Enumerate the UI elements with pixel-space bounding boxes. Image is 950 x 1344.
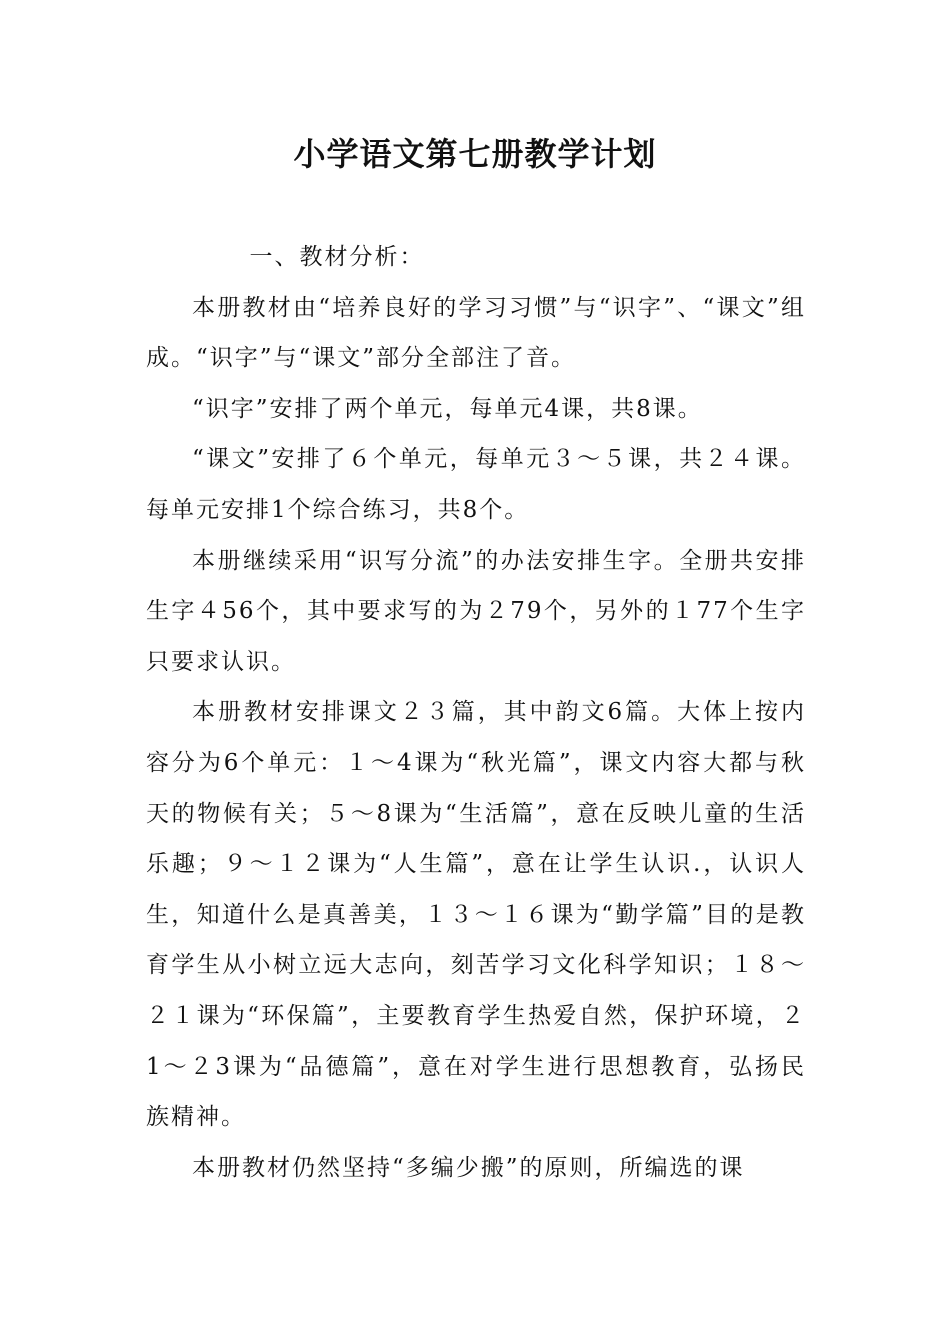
document-title: 小学语文第七册教学计划: [293, 135, 657, 173]
paragraph: “课文”安排了６个单元，每单元３～５课，共２４课。每单元安排1个综合练习，共8个。: [146, 446, 806, 523]
paragraph: 本册教材仍然坚持“多编少搬”的原则，所编选的课: [192, 1154, 745, 1181]
document-body: [146, 232, 806, 1193]
paragraph: 本册教材由“培养良好的学习习惯”与“识字”、“课文”组成。“识字”与“课文”部分全部注了音。: [146, 294, 806, 372]
paragraph: 本册教材安排课文２３篇，其中韵文6篇。大体上按内容分为6个单元：１～4课为“秋光篇”，课文内容大都与秋天的物候有关；５～8课为“生活篇”，意在反映儿童的生活乐趣；９～１２课为“人生篇”，意在让学生认识.，认识人生，知道什么是真善美，１３～１６课为“勤学篇”目的是教育学生从小树立远大志向，刻苦学习文化科学知识；１８～２１课为“环保篇”，主要教育学生热爱自然，保护环境，２1～２3课为“品德篇”，意在对学生进行思想教育，弘扬民族精神。: [146, 699, 806, 1131]
paragraph: 本册继续采用“识写分流”的办法安排生字。全册共安排生字４56个，其中要求写的为２79个，另外的１77个生字只要求认识。: [146, 547, 806, 675]
section-heading: 一、教材分析：: [249, 244, 425, 270]
paragraph: “识字”安排了两个单元，每单元4课，共8课。: [192, 395, 703, 422]
